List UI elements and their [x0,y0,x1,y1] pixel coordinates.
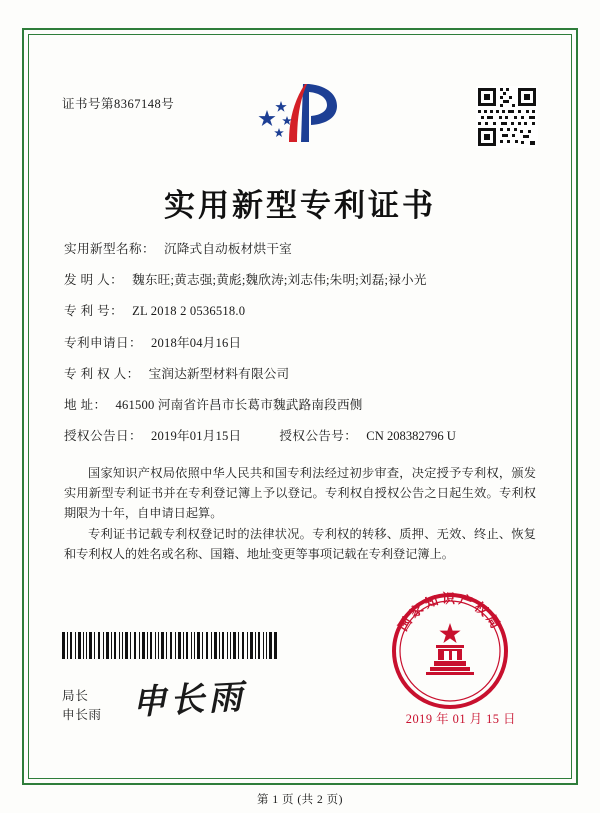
field-value: 沉降式自动板材烘干室 [163,242,292,256]
field-row [64,398,536,414]
signature-block [62,687,102,725]
field-value: 2019年01月15日 [150,429,242,444]
field-value: 宝润达新型材料有限公司 [148,366,290,381]
cnipa-logo-icon [245,80,355,152]
legal-paragraph: 国家知识产权局依照中华人民共和国专利法经过初步审查，决定授予专利权，颁发实用新型专利证书并在专利登记簿上予以登记。专利权自授权公告之日起生效。专利权期限为十年，自申请日起算。 [64,466,536,520]
official-red-seal-icon [382,583,518,719]
handwritten-signature: 申长雨 [131,677,248,723]
field-value-secondary: CN 208382796 U [366,429,456,444]
signature-name: 申长雨 [62,708,102,723]
field-label: 发 明 人： [64,273,124,288]
field-value: 461500 河南省许昌市长葛市魏武路南段西侧 [115,398,363,413]
field-value: 魏东旺;黄志强;黄彪;魏欣涛;刘志伟;朱明;刘磊;禄小光 [132,273,427,288]
field-row [64,273,536,289]
certificate-content [40,46,560,767]
page-title: 实用新型专利证书 [164,188,436,224]
page-footer: 第 1 页 (共 2 页) [256,794,344,806]
legal-text [64,464,536,567]
field-label: 实用新型名称： [64,242,155,256]
field-row-announcement [64,429,536,445]
field-label: 专 利 号： [64,304,124,319]
qr-code-icon [476,86,538,148]
field-label: 专利申请日： [64,335,142,350]
field-row [64,336,536,352]
signature-role: 局长 [62,689,89,704]
legal-paragraph: 专利证书记载专利权登记时的法律状况。专利权的转移、质押、无效、终止、恢复和专利权人的姓名或名称、国籍、地址变更等事项记载在专利登记簿上。 [64,527,536,562]
field-list [64,242,536,461]
field-label: 专 利 权 人： [64,366,140,381]
field-value: ZL 2018 2 0536518.0 [132,304,246,319]
svg-text:国家知识产权局: 国家知识产权局 [395,592,505,635]
field-label: 授权公告日： [64,429,142,444]
certificate-number: 证书号第8367148号 [62,97,175,111]
field-value: 2018年04月16日 [150,335,242,350]
barcode-icon [62,632,277,659]
field-label: 地 址： [64,398,107,413]
field-row [64,367,536,383]
field-row [64,242,536,258]
field-row [64,304,536,320]
field-label-secondary: 授权公告号： [279,429,358,444]
seal-date: 2019 年 01 月 15 日 [405,712,516,726]
